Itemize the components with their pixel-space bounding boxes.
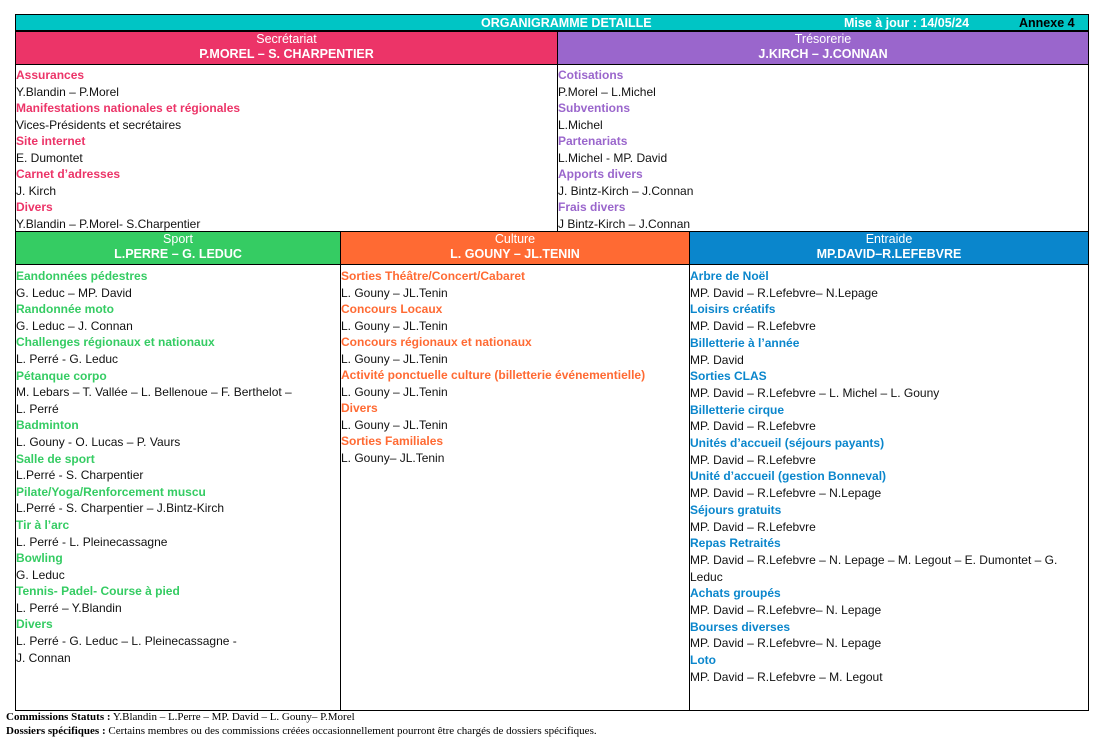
sport-item [16,368,338,418]
tresorerie-item-title: Apports divers [558,167,643,181]
footer-commissions [6,711,355,723]
culture-item [341,301,688,334]
culture-leads: L. GOUNY – JL.TENIN [450,247,580,261]
sport-item-title: Salle de sport [16,451,95,466]
entraide-item [690,268,1088,301]
sport-item-names: G. Leduc – J. Connan [16,318,133,333]
entraide-item-title: Repas Retraités [690,536,781,551]
entraide-item [690,335,1088,368]
entraide-item-title: Billetterie à l’année [690,335,800,350]
sport-item-names: L. Perré - G. Leduc [16,351,119,366]
entraide-item-title: Séjours gratuits [690,502,782,517]
entraide-item [690,585,1088,618]
tresorerie-item-names: J Bintz-Kirch – J.Connan [558,216,691,231]
entraide-item-names: MP. David – R.Lefebvre– N. Lepage [690,636,882,651]
secretariat-item-names: Y.Blandin – P.Morel [16,84,119,99]
entraide-item-names: MP. David – R.Lefebvre [690,319,816,334]
entraide-item-title: Unité d’accueil (gestion Bonneval) [690,469,887,484]
sport-item [16,550,338,583]
culture-item-title: Activité ponctuelle culture (billetterie événementielle) [341,368,646,382]
culture-item-title: Concours régionaux et nationaux [341,335,532,349]
secretariat-item-names: Y.Blandin – P.Morel- S.Charpentier [16,216,201,231]
culture-list [341,268,688,466]
secretariat-header [15,31,558,65]
tresorerie-item [558,67,1088,100]
entraide-title: Entraide [865,232,913,246]
entraide-item-names: MP. David – R.Lefebvre– N. Lepage [690,603,882,618]
secretariat-item-title: Manifestations nationales et régionales [16,101,241,115]
sport-item-title: Randonnée moto [16,302,114,317]
sport-item-names: L. Gouny - O. Lucas – P. Vaurs [16,434,181,449]
entraide-header [689,231,1089,265]
culture-item-names: L. Gouny – JL.Tenin [341,417,448,432]
culture-item [341,367,688,400]
culture-item-names: L. Gouny – JL.Tenin [341,285,448,300]
tresorerie-item [558,199,1088,232]
culture-item-title: Sorties Familiales [341,434,444,448]
sport-item-names: L. Perré – Y.Blandin [16,600,122,615]
tresorerie-header [557,31,1089,65]
tresorerie-item [558,133,1088,166]
footer-dossiers-text: Certains membres ou des commissions créées occasionnellement pourront être chargés de dossiers spécifiques. [105,725,597,737]
entraide-item-names: MP. David [690,352,744,367]
entraide-item-names: MP. David – R.Lefebvre – N. Lepage – M. Legout – E. Dumontet – G. [690,552,1058,567]
sport-item-names: M. Lebars – T. Vallée – L. Bellenoue – F. Berthelot – [16,385,292,400]
secretariat-item-title: Divers [16,200,53,214]
sport-list [16,268,338,666]
sport-item-title: Bowling [16,551,63,566]
entraide-item-names: MP. David – R.Lefebvre [690,519,816,534]
sport-item-names: L.Perré - S. Charpentier – J.Bintz-Kirch [16,501,225,516]
tresorerie-item-title: Frais divers [558,200,626,214]
entraide-leads: MP.DAVID–R.LEFEBVRE [816,247,962,261]
footer-dossiers [6,725,597,737]
update-date: Mise à jour : 14/05/24 [844,16,970,30]
tresorerie-item-names: L.Michel [558,117,603,132]
entraide-item-names: MP. David – R.Lefebvre [690,452,816,467]
tresorerie-item-names: L.Michel - MP. David [558,150,668,165]
sport-item [16,616,338,666]
culture-item-names: L. Gouny – JL.Tenin [341,384,448,399]
entraide-item [690,535,1088,585]
secretariat-item [16,166,556,199]
sport-item-names: J. Connan [16,650,71,665]
entraide-item [690,402,1088,435]
culture-item [341,433,688,466]
tresorerie-list [558,67,1088,232]
sport-item-title: Badminton [16,418,79,433]
secretariat-item-title: Site internet [16,134,86,148]
sport-header [15,231,341,265]
entraide-item-names: MP. David – R.Lefebvre– N.Lepage [690,285,878,300]
entraide-item-names: MP. David – R.Lefebvre – L. Michel – L. Gouny [690,385,940,400]
tresorerie-item-title: Subventions [558,101,631,115]
secretariat-item-title: Carnet d’adresses [16,167,121,181]
title-bar [15,14,1089,31]
sport-item [16,583,338,616]
footer-commissions-label: Commissions Statuts : [6,711,111,723]
culture-item-title: Sorties Théâtre/Concert/Cabaret [341,269,526,283]
secretariat-item-names: E. Dumontet [16,150,83,165]
tresorerie-item-names: J. Bintz-Kirch – J.Connan [558,183,694,198]
page-title: ORGANIGRAMME DETAILLE [481,16,652,30]
culture-item [341,268,688,301]
sport-item [16,517,338,550]
culture-item-names: L. Gouny – JL.Tenin [341,351,448,366]
entraide-item-title: Loisirs créatifs [690,302,776,317]
entraide-item-title: Unités d’accueil (séjours payants) [690,436,885,451]
sport-item-title: Divers [16,617,53,632]
sport-item [16,451,338,484]
secretariat-list [16,67,556,232]
secretariat-leads: P.MOREL – S. CHARPENTIER [199,47,374,61]
sport-item-names: G. Leduc [16,567,65,582]
entraide-item-title: Billetterie cirque [690,402,785,417]
sport-item-title: Tennis- Padel- Course à pied [16,584,180,599]
entraide-item-names: MP. David – R.Lefebvre [690,419,816,434]
sport-title: Sport [163,232,193,246]
entraide-item [690,502,1088,535]
entraide-item [690,301,1088,334]
sport-item-title: Pétanque corpo [16,368,107,383]
entraide-item-title: Sorties CLAS [690,369,767,384]
sport-item-names: L.Perré - S. Charpentier [16,468,144,483]
entraide-item [690,368,1088,401]
entraide-item-title: Bourses diverses [690,619,791,634]
culture-item-title: Concours Locaux [341,302,443,316]
tresorerie-leads: J.KIRCH – J.CONNAN [758,47,888,61]
secretariat-item [16,133,556,166]
tresorerie-item-title: Partenariats [558,134,628,148]
culture-item [341,400,688,433]
culture-item-title: Divers [341,401,378,415]
entraide-item [690,652,1088,685]
secretariat-item-title: Assurances [16,68,85,82]
tresorerie-item [558,166,1088,199]
sport-item-title: Tir à l’arc [16,517,70,532]
sport-item [16,334,338,367]
secretariat-title: Secrétariat [256,32,317,46]
tresorerie-item-names: P.Morel – L.Michel [558,84,656,99]
entraide-item-names: MP. David – R.Lefebvre – N.Lepage [690,486,882,501]
tresorerie-title: Trésorerie [794,32,852,46]
entraide-item-title: Arbre de Noël [690,269,769,283]
tresorerie-item-title: Cotisations [558,68,624,82]
sport-item-title: Eandonnées pédestres [16,269,148,283]
secretariat-item [16,199,556,232]
culture-item-names: L. Gouny – JL.Tenin [341,318,448,333]
entraide-item-names: Leduc [690,569,723,584]
entraide-item-names: MP. David – R.Lefebvre – M. Legout [690,669,883,684]
footer-dossiers-label: Dossiers spécifiques : [6,725,106,737]
secretariat-item-names: J. Kirch [16,183,57,198]
entraide-item [690,468,1088,501]
culture-item-names: L. Gouny– JL.Tenin [341,450,445,465]
entraide-list [690,268,1088,686]
culture-item [341,334,688,367]
sport-item-names: L. Perré - L. Pleinecassagne [16,534,168,549]
sport-item-names: L. Perré - G. Leduc – L. Pleinecassagne - [16,634,237,649]
culture-header [340,231,690,265]
sport-item-names: L. Perré [16,401,59,416]
sport-item-title: Challenges régionaux et nationaux [16,335,215,350]
sport-item-title: Pilate/Yoga/Renforcement muscu [16,484,206,499]
sport-item [16,268,338,301]
sport-leads: L.PERRE – G. LEDUC [114,247,242,261]
culture-title: Culture [494,232,536,246]
entraide-item [690,435,1088,468]
sport-item [16,417,338,450]
sport-item-names: G. Leduc – MP. David [16,285,132,300]
sport-item [16,301,338,334]
sport-item [16,484,338,517]
entraide-item-title: Loto [690,653,716,668]
tresorerie-item [558,100,1088,133]
entraide-item [690,619,1088,652]
secretariat-item-names: Vices-Présidents et secrétaires [16,117,182,132]
secretariat-item [16,100,556,133]
entraide-item-title: Achats groupés [690,586,781,601]
secretariat-item [16,67,556,100]
annex-label: Annexe 4 [1019,16,1075,30]
footer-commissions-text: Y.Blandin – L.Perre – MP. David – L. Gouny– P.Morel [110,711,355,723]
